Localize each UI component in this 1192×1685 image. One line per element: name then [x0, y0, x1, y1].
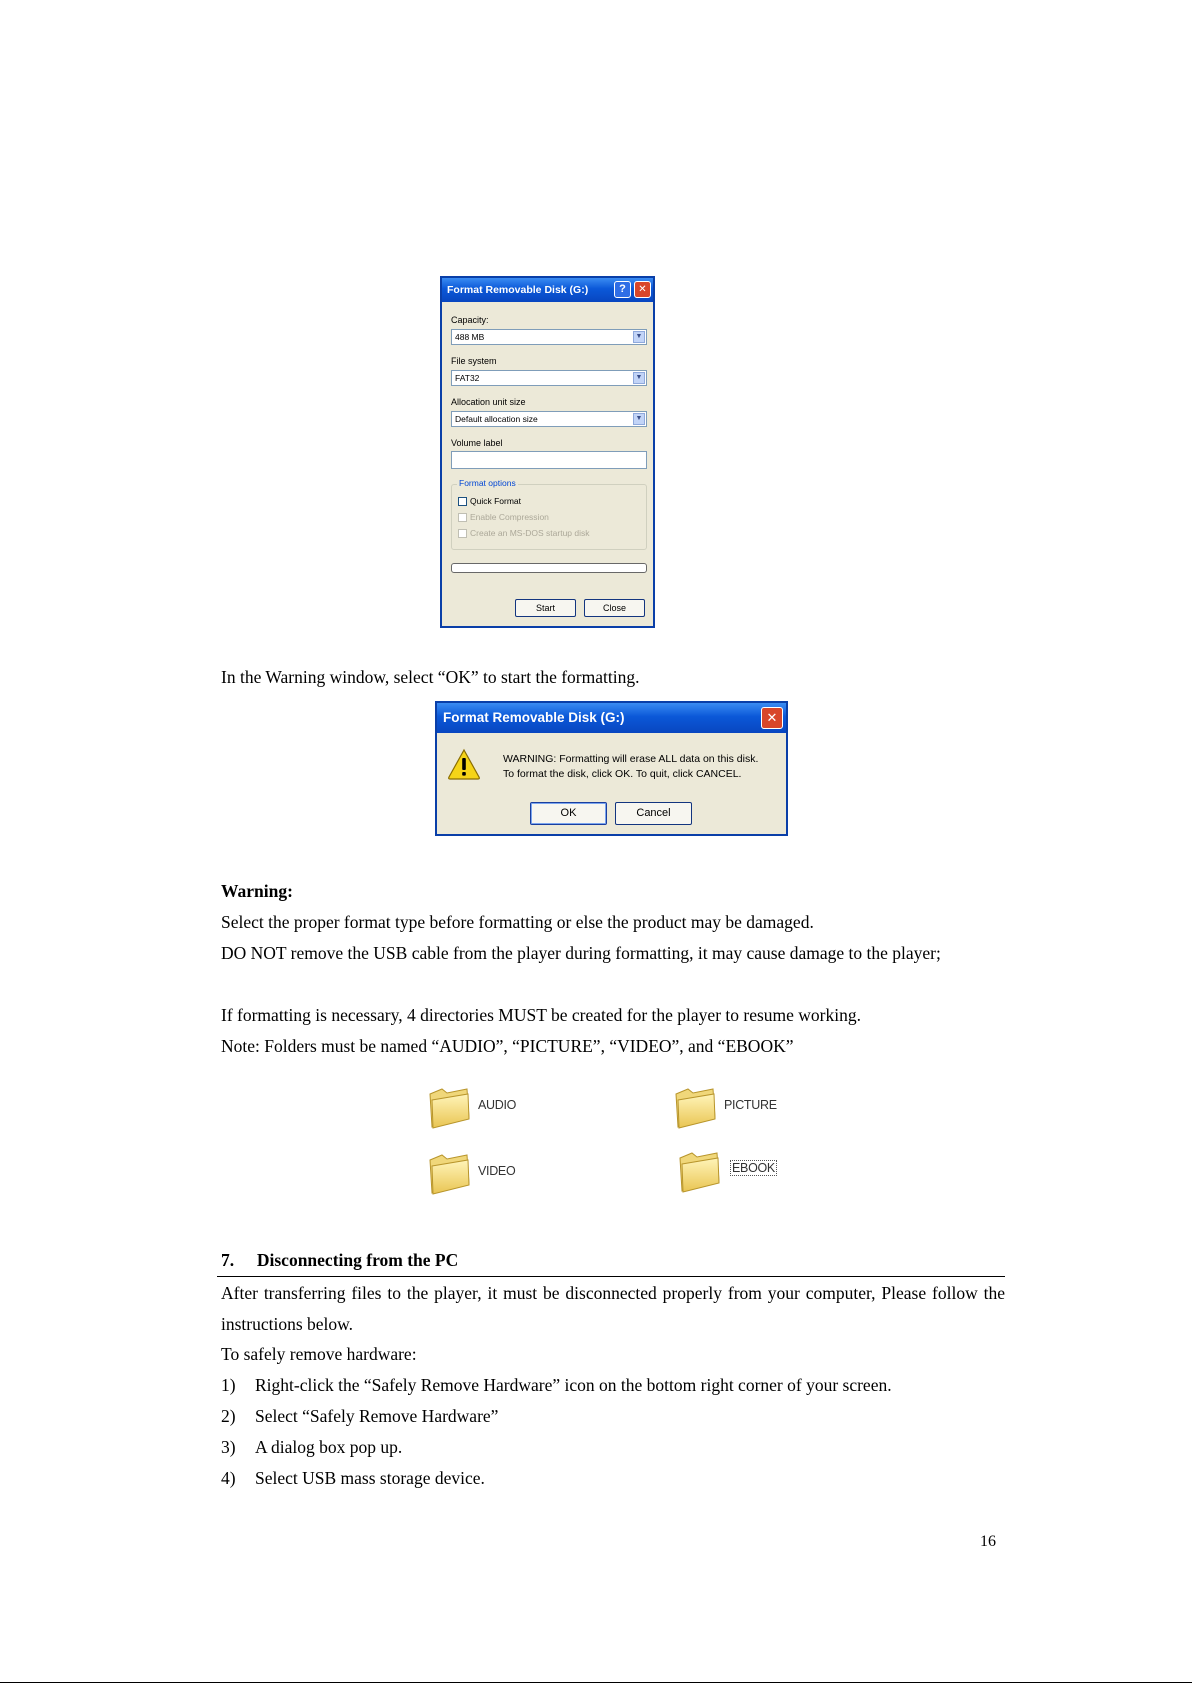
step-number: 3) [221, 1437, 236, 1457]
format-dialog [440, 276, 655, 628]
start-button[interactable] [515, 599, 576, 617]
step-text: Select USB mass storage device. [255, 1468, 485, 1488]
quick-format-label: Quick Format [470, 496, 522, 506]
ok-button[interactable] [530, 802, 607, 825]
step-text: Right-click the “Safely Remove Hardware” icon on the bottom right corner of your screen. [255, 1375, 892, 1395]
warning-close-button[interactable] [761, 707, 783, 729]
close-button[interactable] [634, 281, 651, 298]
step-number: 4) [221, 1468, 236, 1488]
page-number: 16 [980, 1533, 996, 1550]
step-number: 2) [221, 1406, 236, 1426]
checkbox-icon [458, 513, 467, 522]
filesystem-label: File system [451, 356, 497, 366]
section7-para2: To safely remove hardware: [221, 1344, 417, 1364]
start-label: Start [535, 603, 555, 613]
warning-line4: Note: Folders must be named “AUDIO”, “PICTURE”, “VIDEO”, and “EBOOK” [221, 1036, 794, 1056]
volume-label-caption: Volume label [451, 438, 503, 448]
intro-line: In the Warning window, select “OK” to start the formatting. [221, 667, 640, 687]
quick-format-checkbox[interactable] [458, 496, 521, 506]
checkbox-icon [458, 529, 467, 538]
capacity-label: Capacity: [451, 315, 489, 325]
filesystem-value: FAT32 [455, 373, 480, 383]
allocation-select[interactable] [451, 411, 647, 427]
format-options-group [451, 478, 647, 550]
format-progress-bar [451, 563, 647, 573]
step-text: A dialog box pop up. [255, 1437, 403, 1457]
warning-line2: DO NOT remove the USB cable from the player during formatting, it may cause damage to the player; [221, 943, 941, 963]
step-text: Select “Safely Remove Hardware” [255, 1406, 499, 1426]
msdos-startup-checkbox[interactable] [458, 528, 590, 538]
warning-dialog-title: Format Removable Disk (G:) [443, 710, 625, 725]
warning-line1: Select the proper format type before formatting or else the product may be damaged. [221, 912, 814, 932]
step-number: 1) [221, 1375, 236, 1395]
cancel-button[interactable] [615, 802, 692, 825]
close-icon: ✕ [766, 710, 778, 725]
format-dialog-titlebar [442, 278, 653, 302]
warning-line3: If formatting is necessary, 4 directories MUST be created for the player to resume working. [221, 1005, 861, 1025]
folder-video[interactable] [427, 1150, 547, 1200]
help-icon: ? [619, 283, 626, 295]
checkbox-icon [458, 497, 467, 506]
folder-icon [427, 1084, 473, 1130]
filesystem-select[interactable] [451, 370, 647, 386]
page-bottom-rule [0, 1682, 1192, 1683]
warning-dialog-titlebar [437, 703, 786, 733]
enable-compression-checkbox[interactable] [458, 512, 549, 522]
folder-icon [427, 1150, 473, 1196]
warning-message-line2: To format the disk, click OK. To quit, click CANCEL. [503, 768, 742, 780]
allocation-value: Default allocation size [455, 414, 538, 424]
folder-icon [673, 1084, 719, 1130]
section7-para1: After transferring files to the player, it must be disconnected properly from your computer, Please follow the instructions below. [221, 1283, 1005, 1334]
folder-label: EBOOK [732, 1161, 775, 1175]
warning-icon [447, 748, 481, 780]
folder-ebook[interactable] [677, 1148, 797, 1198]
format-options-label: Format options [459, 478, 516, 488]
cancel-label: Cancel [636, 807, 671, 819]
msdos-startup-label: Create an MS-DOS startup disk [470, 528, 590, 538]
format-dialog-title: Format Removable Disk (G:) [447, 284, 589, 296]
step-item [221, 1463, 1005, 1494]
folder-label: AUDIO [478, 1098, 517, 1112]
help-button[interactable] [614, 281, 631, 298]
format-close-label: Close [602, 603, 626, 613]
section7-number: 7. [221, 1250, 235, 1270]
warning-dialog [435, 701, 788, 836]
capacity-value: 488 MB [455, 332, 485, 342]
close-icon: ✕ [638, 284, 647, 295]
chevron-down-icon: ▼ [633, 372, 645, 384]
chevron-down-icon: ▼ [633, 413, 645, 425]
step-item [221, 1432, 1005, 1463]
section7-title: Disconnecting from the PC [256, 1250, 459, 1270]
section7-heading [221, 1245, 1005, 1276]
capacity-select[interactable] [451, 329, 647, 345]
ok-label: OK [560, 807, 577, 819]
chevron-down-icon: ▼ [633, 331, 645, 343]
section-divider [217, 1276, 1005, 1277]
volume-label-input[interactable] [451, 451, 647, 469]
folder-audio[interactable] [427, 1084, 547, 1134]
folder-label: PICTURE [724, 1098, 777, 1112]
allocation-label: Allocation unit size [451, 397, 526, 407]
format-close-button[interactable] [584, 599, 645, 617]
warning-message [503, 752, 758, 782]
folder-icon [677, 1148, 723, 1194]
warning-message-line1: WARNING: Formatting will erase ALL data on this disk. [503, 753, 759, 765]
folder-label: VIDEO [478, 1164, 516, 1178]
warning-heading: Warning: [221, 881, 293, 901]
enable-compression-label: Enable Compression [470, 512, 549, 522]
folder-picture[interactable] [673, 1084, 803, 1134]
step-item [221, 1370, 1005, 1401]
step-item [221, 1401, 1005, 1432]
